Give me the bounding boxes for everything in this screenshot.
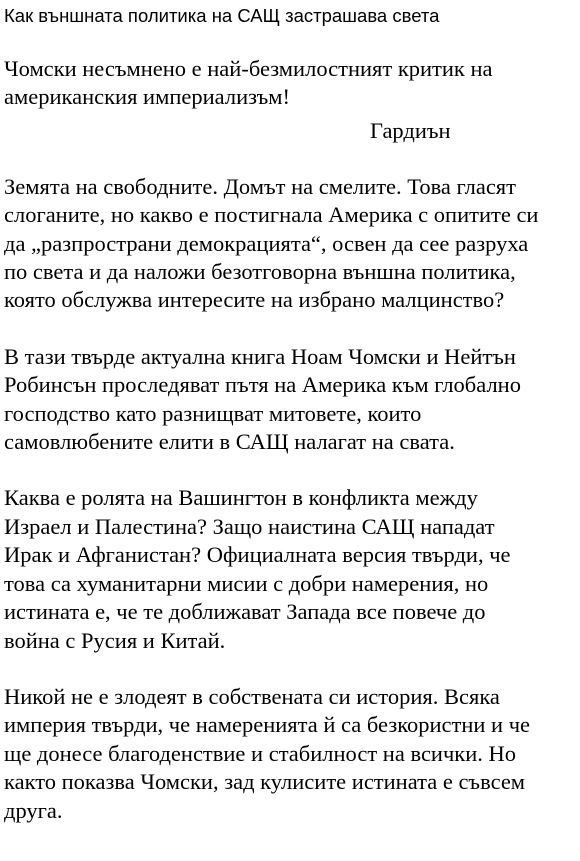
paragraph-1 — [4, 173, 578, 315]
paragraph-line: която обслужва интересите на избрано малцинство? — [4, 287, 505, 313]
quote-paragraph — [4, 55, 578, 112]
paragraph-4 — [4, 683, 578, 825]
paragraph-line: както показва Чомски, зад кулисите истината е съвсем — [4, 769, 526, 795]
paragraph-line: самовлюбените елити в САЩ налагат на свата. — [4, 429, 455, 455]
document-page — [4, 0, 578, 825]
spacer — [4, 29, 578, 55]
paragraph-line: друга. — [4, 797, 63, 823]
spacer — [4, 456, 578, 484]
paragraph-line: Земята на свободните. Домът на смелите. Това гласят — [4, 173, 516, 199]
paragraph-line: истината е, че те доближават Запада все повече до — [4, 599, 486, 625]
quote-line: Чомски несъмнено е най-безмилостният критик на — [4, 56, 493, 81]
paragraph-line: империя твърди, че намеренията й са безкористни и че — [4, 712, 531, 738]
paragraph-line: В тази твърде актуална книга Ноам Чомски и Нейтън — [4, 343, 516, 369]
quote-line: американския империализъм! — [4, 84, 290, 110]
spacer — [4, 315, 578, 343]
paragraph-line: господство като разнищват митовете, които — [4, 400, 422, 426]
paragraph-line: Израел и Палестина? Защо наистина САЩ нападат — [4, 513, 495, 539]
paragraph-line: ще донесе благоденствие и стабилност на всички. Но — [4, 740, 517, 766]
paragraph-line: война с Русия и Китай. — [4, 627, 226, 653]
paragraph-line: слоганите, но какво е постигнала Америка с опитите си — [4, 202, 539, 228]
document-title: Как външната политика на САЩ застрашава света — [4, 5, 440, 26]
paragraph-line: това са хуманитарни мисии с добри намерения, но — [4, 570, 489, 596]
paragraph-line: Никой не е злодеят в собствената си история. Всяка — [4, 683, 500, 709]
quote-attribution: Гардиън — [370, 117, 451, 143]
paragraph-3 — [4, 484, 578, 654]
paragraph-line: Каква е ролята на Вашингтон в конфликта между — [4, 485, 478, 511]
paragraph-line: Робинсън проследяват пътя на Америка към глобално — [4, 372, 521, 398]
paragraph-line: Ирак и Афганистан? Официалната версия твърди, че — [4, 542, 511, 568]
paragraph-line: да „разпространи демокрацията“, освен да сее разруха — [4, 230, 529, 256]
paragraph-line: по света и да наложи безотговорна външна политика, — [4, 259, 516, 285]
paragraph-2 — [4, 343, 578, 457]
spacer — [4, 145, 578, 173]
spacer — [4, 655, 578, 683]
